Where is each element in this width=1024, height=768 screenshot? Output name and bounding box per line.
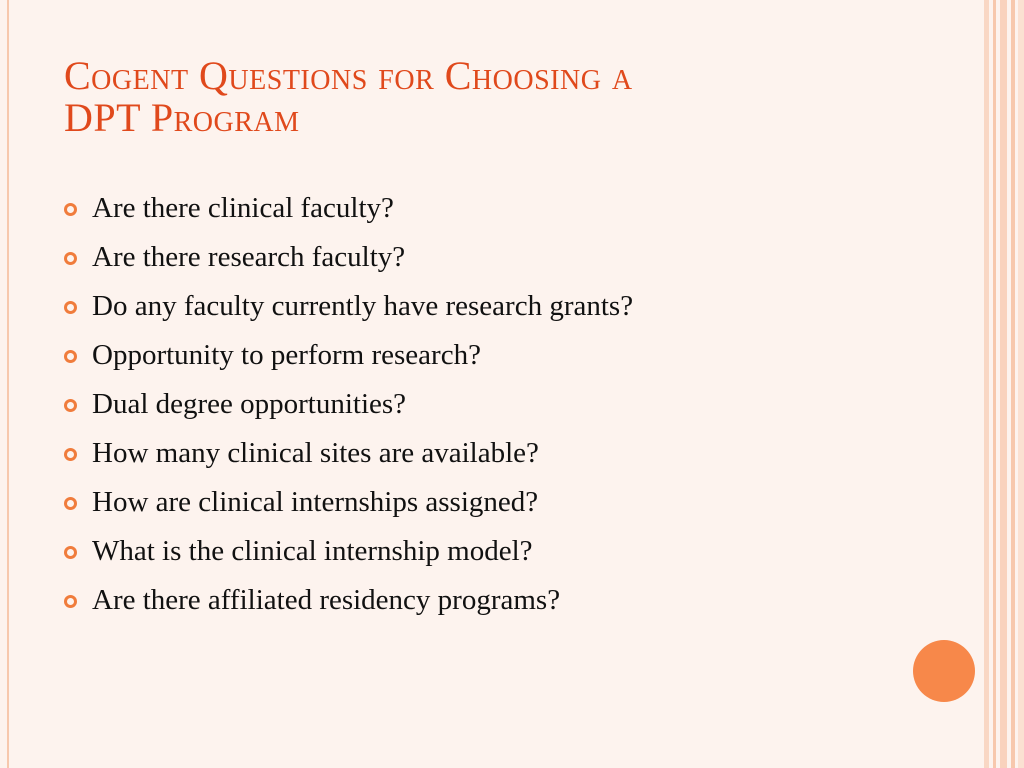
bullet-text: Are there research faculty? [92,241,406,273]
bullet-text: How many clinical sites are available? [92,437,539,469]
list-item [64,282,633,331]
bullet-text: Dual degree opportunities? [92,388,407,420]
slide-title [64,55,944,139]
hollow-circle-bullet-icon [64,448,77,461]
stripe [984,0,989,768]
slide-title-line-2: DPT Program [64,95,300,140]
hollow-circle-bullet-icon [64,546,77,559]
list-item [64,429,633,478]
bullet-text: Opportunity to perform research? [92,339,481,371]
list-item [64,478,633,527]
bullet-text: What is the clinical internship model? [92,535,533,567]
stripe [1018,0,1024,768]
right-decorative-stripes [984,0,1024,768]
hollow-circle-bullet-icon [64,301,77,314]
bullet-text: Are there clinical faculty? [92,192,394,224]
stripe [1011,0,1015,768]
stripe [993,0,996,768]
bullet-text: Do any faculty currently have research grants? [92,290,634,322]
list-item [64,380,633,429]
hollow-circle-bullet-icon [64,350,77,363]
list-item [64,233,633,282]
left-border-line [7,0,9,768]
bullet-text: How are clinical internships assigned? [92,486,539,518]
bullet-list [64,184,633,625]
list-item [64,576,633,625]
hollow-circle-bullet-icon [64,497,77,510]
list-item [64,331,633,380]
bullet-text: Are there affiliated residency programs? [92,584,561,616]
slide-title-line-1: Cogent Questions for Choosing a [64,53,633,98]
list-item [64,527,633,576]
hollow-circle-bullet-icon [64,399,77,412]
hollow-circle-bullet-icon [64,252,77,265]
accent-circle [913,640,975,702]
hollow-circle-bullet-icon [64,595,77,608]
list-item [64,184,633,233]
stripe [1000,0,1007,768]
hollow-circle-bullet-icon [64,203,77,216]
